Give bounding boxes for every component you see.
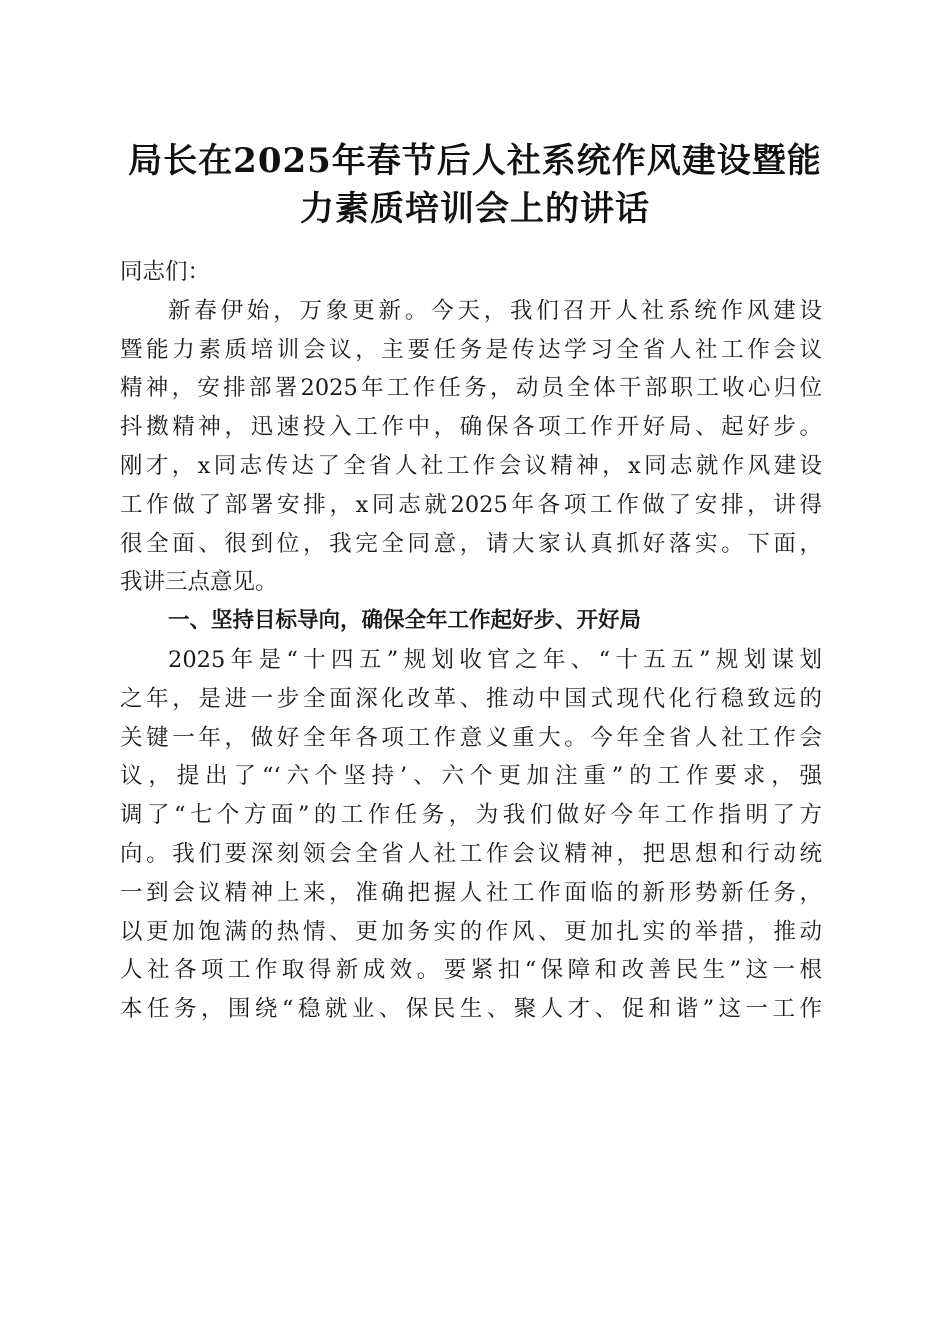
intro-line: 我讲三点意见。 (120, 569, 278, 596)
intro-line: 刚才，x同志传达了全省人社工作会议精神，x同志就作风建设 (120, 452, 822, 479)
salutation: 同志们： (120, 259, 211, 285)
title-line-2: 力素质培训会上的讲话 (300, 189, 650, 229)
intro-line: 暨能力素质培训会议，主要任务是传达学习全省人社工作会议 (120, 336, 822, 363)
section1-line: 向。我们要深刻领会全省人社工作会议精神，把思想和行动统 (120, 840, 822, 867)
title-line-1: 局长在2025年春节后人社系统作风建设暨能 (128, 141, 822, 181)
section1-line: 2025年是“十四五”规划收官之年、“十五五”规划谋划 (168, 646, 822, 673)
section1-line: 之年，是进一步全面深化改革、推动中国式现代化行稳致远的 (120, 685, 822, 712)
section1-line: 人社各项工作取得新成效。要紧扣“保障和改善民生”这一根 (120, 957, 822, 984)
intro-line: 抖擞精神，迅速投入工作中，确保各项工作开好局、起好步。 (120, 414, 822, 441)
section1-line: 议，提出了“‘六个坚持’、六个更加注重”的工作要求，强 (120, 763, 822, 790)
intro-line: 工作做了部署安排，x同志就2025年各项工作做了安排，讲得 (120, 491, 822, 518)
section-heading-1: 一、坚持目标导向，确保全年工作起好步、开好局 (168, 608, 642, 634)
section1-line: 一到会议精神上来，准确把握人社工作面临的新形势新任务， (120, 879, 822, 906)
section1-line: 以更加饱满的热情、更加务实的作风、更加扎实的举措，推动 (120, 918, 822, 945)
document-body (120, 253, 822, 1029)
intro-line: 很全面、很到位，我完全同意，请大家认真抓好落实。下面， (120, 530, 822, 557)
section1-line: 本任务，围绕“稳就业、保民生、聚人才、促和谐”这一工作 (120, 996, 822, 1023)
intro-line: 新春伊始，万象更新。今天，我们召开人社系统作风建设 (168, 297, 822, 324)
section1-line: 调了“七个方面”的工作任务，为我们做好今年工作指明了方 (120, 802, 822, 829)
section1-line: 关键一年，做好全年各项工作意义重大。今年全省人社工作会 (120, 724, 822, 751)
intro-line: 精神，安排部署2025年工作任务，动员全体干部职工收心归位 (120, 375, 822, 402)
document-title (100, 137, 850, 233)
